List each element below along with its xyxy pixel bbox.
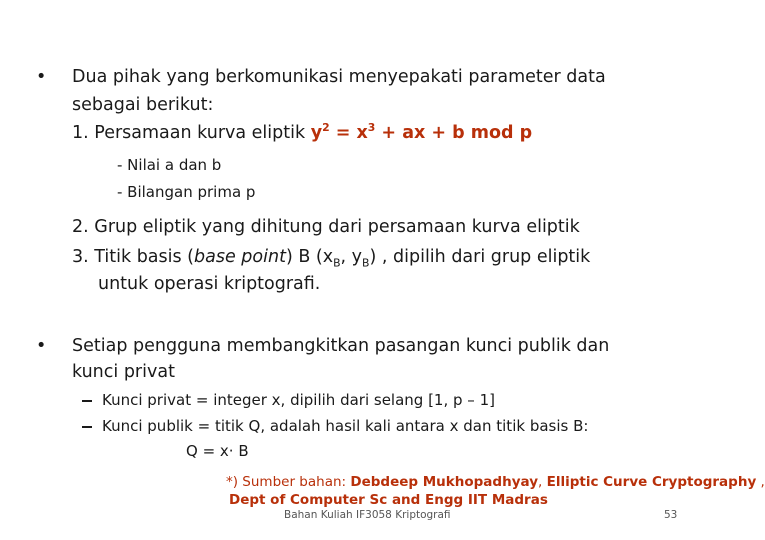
equation-exp-2: 2: [322, 121, 330, 135]
equation-mid: = x: [329, 123, 368, 143]
dash-icon: [82, 426, 92, 428]
sub-item-nilai: - Nilai a dan b: [117, 156, 222, 174]
numbered-item-3: [72, 246, 590, 268]
equation-line: [72, 122, 532, 144]
sub-item-kunci-publik-text: Kunci publik = titik Q, adalah hasil kali antara x dan titik basis B:: [102, 417, 589, 435]
bullet-marker-1: •: [36, 67, 47, 87]
numbered-item-3-cont: untuk operasi kriptografi.: [98, 274, 321, 294]
dash-icon: [82, 400, 92, 402]
item3-sub-1: B: [333, 256, 341, 270]
equation-tail: + ax + b mod p: [375, 123, 533, 143]
item3-tail: ) , dipilih dari grup eliptik: [369, 247, 591, 267]
equation-exp-3: 3: [367, 121, 376, 135]
bullet-2-line-2: kunci privat: [72, 362, 175, 382]
source-end: ,: [756, 474, 765, 490]
equation-y: y: [310, 123, 323, 143]
source-note-line-1: [226, 474, 765, 491]
source-prefix: *) Sumber bahan:: [226, 474, 351, 490]
source-note-line-2: Dept of Computer Sc and Engg IIT Madras: [229, 492, 548, 508]
numbered-item-2: 2. Grup eliptik yang dihitung dari persamaan kurva eliptik: [72, 217, 580, 237]
sub-item-kunci-publik: [82, 417, 588, 435]
source-author: Debdeep Mukhopadhyay: [350, 474, 538, 490]
sub-item-bilangan: - Bilangan prima p: [117, 183, 256, 201]
bullet-marker-2: •: [36, 336, 47, 356]
page-number: 53: [664, 509, 678, 521]
item3-sub-2: B: [362, 256, 370, 270]
item3-mid: ) B (x: [285, 247, 334, 267]
bullet-1-line-1: Dua pihak yang berkomunikasi menyepakati parameter data: [72, 67, 606, 87]
formula-q: Q = x· B: [186, 442, 249, 460]
sub-item-kunci-privat-text: Kunci privat = integer x, dipilih dari selang [1, p – 1]: [102, 391, 495, 409]
bullet-1-line-2: sebagai berikut:: [72, 95, 214, 115]
footer-course: Bahan Kuliah IF3058 Kriptografi: [284, 509, 451, 521]
item3-italic: base point: [194, 247, 286, 267]
equation-prefix: 1. Persamaan kurva eliptik: [72, 123, 311, 143]
item3-prefix: 3. Titik basis (: [72, 247, 195, 267]
bullet-2-line-1: Setiap pengguna membangkitkan pasangan kunci publik dan: [72, 336, 610, 356]
sub-item-kunci-privat: [82, 391, 495, 409]
item3-mid2: , y: [340, 247, 363, 267]
source-title: Elliptic Curve Cryptography: [546, 474, 757, 490]
source-sep: ,: [538, 474, 547, 490]
